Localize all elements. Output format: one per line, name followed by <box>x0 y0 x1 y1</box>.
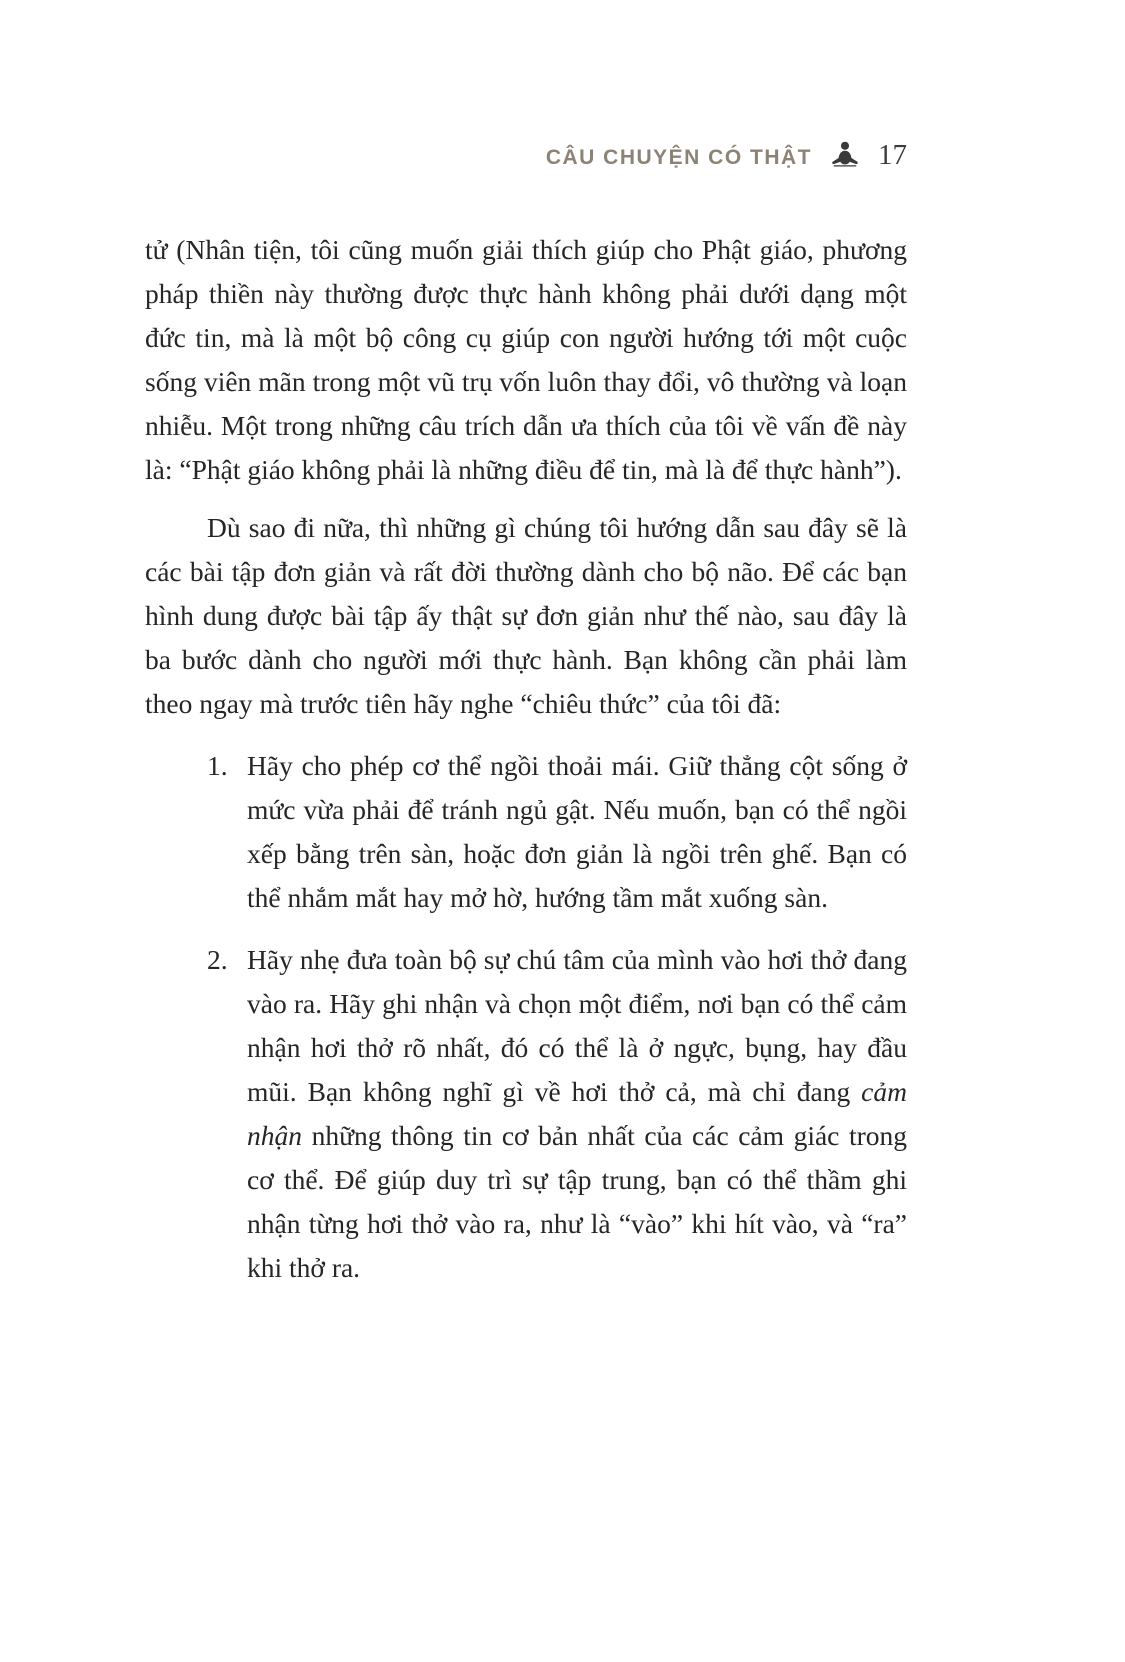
list-item-text-emphasis: cảm nhận <box>247 1076 907 1151</box>
list-item-text <box>247 744 907 920</box>
chapter-title: CÂU CHUYỆN CÓ THẬT <box>545 145 812 169</box>
numbered-list <box>145 744 907 1290</box>
list-item-text <box>247 938 907 1290</box>
body-paragraph: Dù sao đi nữa, thì những gì chúng tôi hướng dẫn sau đây sẽ là các bài tập đơn giản và rất đời thường dành cho bộ não. Để các bạn hình dung được bài tập ấy thật sự đơn giản như thế nào, sau đây là ba bước dành cho người mới thực hành. Bạn không cần phải làm theo ngay mà trước tiên hãy nghe “chiêu thức” của tôi đã: <box>145 512 907 719</box>
list-item-text-run: Hãy nhẹ đưa toàn bộ sự chú tâm của mình vào hơi thở đang vào ra. Hãy ghi nhận và chọn một điểm, nơi bạn có thể cảm nhận hơi thở rõ nhất, đó có thể là ở ngực, bụng, hay đầu mũi. Bạn không nghĩ gì về hơi thở cả, mà chỉ đang <box>247 944 907 1107</box>
list-item <box>207 938 907 1290</box>
page-number: 17 <box>878 138 907 171</box>
body-paragraph: tử (Nhân tiện, tôi cũng muốn giải thích giúp cho Phật giáo, phương pháp thiền này thường được thực hành không phải dưới dạng một đức tin, mà là một bộ công cụ giúp con người hướng tới một cuộc sống viên mãn trong một vũ trụ vốn luôn thay đổi, vô thường và loạn nhiễu. Một trong những câu trích dẫn ưa thích của tôi về vấn đề này là: “Phật giáo không phải là những điều để tin, mà là để thực hành”). <box>145 234 907 485</box>
list-item <box>207 744 907 920</box>
page-content <box>145 138 907 1290</box>
list-item-text-run: những thông tin cơ bản nhất của các cảm giác trong cơ thể. Để giúp duy trì sự tập trung, bạn có thể thầm ghi nhận từng hơi thở vào ra, như là “vào” khi hít vào, và “ra” khi thở ra. <box>247 1120 907 1283</box>
list-item-text-run: Hãy cho phép cơ thể ngồi thoải mái. Giữ thẳng cột sống ở mức vừa phải để tránh ngủ gật. Nếu muốn, bạn có thể ngồi xếp bằng trên sàn, hoặc đơn giản là ngồi trên ghế. Bạn có thể nhắm mắt hay mở hờ, hướng tầm mắt xuống sàn. <box>247 750 907 913</box>
running-header <box>145 138 907 172</box>
list-item-number: 2. <box>207 944 228 975</box>
list-item-number: 1. <box>207 750 228 781</box>
meditation-icon <box>828 141 862 169</box>
